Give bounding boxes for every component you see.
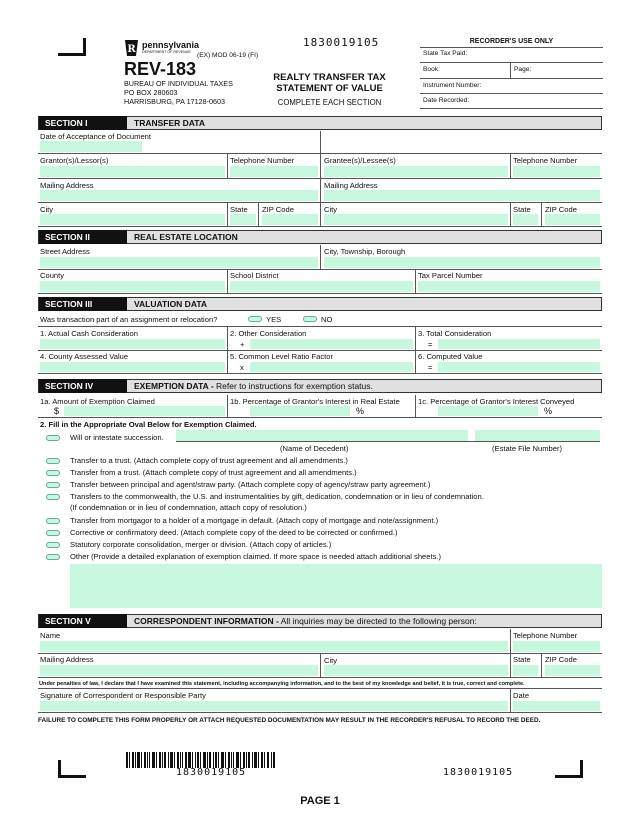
section-1-tag: SECTION I (39, 116, 127, 130)
state-tax-paid-label: State Tax Paid: (423, 50, 468, 57)
section-2-header (38, 230, 602, 244)
other-consideration-field[interactable] (250, 339, 413, 349)
svg-text:R: R (127, 44, 136, 55)
exemption-option-label: Transfer between principal and agent/straw party. (Attach complete copy of agency/straw party agreement.) (70, 480, 431, 489)
crop-mark-bottom-right (555, 775, 583, 778)
section-5-tag: SECTION V (39, 614, 127, 628)
county-field[interactable] (40, 281, 225, 292)
exemption-commonwealth-oval[interactable] (46, 494, 60, 500)
grantor-mailing-field[interactable] (40, 190, 318, 201)
pct-real-estate-field[interactable] (250, 406, 350, 416)
grantor-telephone-label: Telephone Number (230, 156, 295, 165)
section-1-header (38, 116, 602, 130)
crop-mark-top-left (83, 38, 86, 56)
section-5-title-note: All inquiries may be directed to the following person: (278, 616, 477, 626)
correspondent-name-label: Name (40, 631, 61, 640)
date-recorded-label: Date Recorded: (423, 97, 470, 104)
grantor-state-field[interactable] (230, 214, 256, 225)
exemption-option-label: Transfer from mortgagor to a holder of a mortgage in default. (Attach copy of mortgage and note/assignment.) (70, 516, 439, 525)
will-oval[interactable] (46, 435, 60, 441)
bureau-city: HARRISBURG, PA 17128-0603 (124, 97, 225, 106)
computed-value-label: 6. Computed Value (418, 352, 483, 361)
estate-file-caption: (Estate File Number) (492, 444, 563, 453)
grantor-mailing-label: Mailing Address (40, 181, 94, 190)
correspondent-mailing-field[interactable] (40, 665, 318, 676)
total-consideration-label: 3. Total Consideration (418, 329, 492, 338)
section-3-header (38, 297, 602, 311)
grantor-city-field[interactable] (40, 214, 225, 225)
form-title-line1: REALTY TRANSFER TAX (273, 72, 386, 83)
total-consideration-field[interactable] (438, 339, 600, 349)
exemption-trust-from-oval[interactable] (46, 470, 60, 476)
exemption-mortgage-default-oval[interactable] (46, 518, 60, 524)
grantee-telephone-label: Telephone Number (513, 156, 578, 165)
date-label: Date (513, 691, 530, 700)
section-2-tag: SECTION II (39, 230, 127, 244)
exemption-option-label: Other (Provide a detailed explanation of exemption claimed. If more space is needed attach additional sheets.) (70, 552, 442, 561)
dollar-sign: $ (54, 406, 60, 416)
section-4-title (134, 380, 373, 392)
recorders-use-box (420, 38, 603, 108)
exemption-commonwealth-note: (If condemnation or in lieu of condemnation, attach copy of resolution.) (70, 503, 307, 512)
decedent-name-field[interactable] (176, 430, 468, 441)
correspondent-city-field[interactable] (324, 665, 508, 676)
plus-sign: + (240, 340, 245, 349)
decedent-name-caption: (Name of Decedent) (280, 444, 349, 453)
form-title (262, 72, 397, 94)
grantor-field[interactable] (40, 166, 225, 177)
equals-sign-computed: = (428, 363, 433, 372)
exemption-other-oval[interactable] (46, 554, 60, 560)
other-consideration-label: 2. Other Consideration (230, 329, 307, 338)
grantor-label: Grantor(s)/Lessor(s) (40, 156, 109, 165)
barcode-icon (126, 752, 276, 768)
pct-conveyed-field[interactable] (438, 406, 538, 416)
date-acceptance-label: Date of Acceptance of Document (40, 132, 152, 141)
exemption-trust-to-oval[interactable] (46, 458, 60, 464)
tax-parcel-label: Tax Parcel Number (418, 271, 483, 280)
actual-cash-field[interactable] (40, 339, 225, 349)
exemption-option-label: Transfer from a trust. (Attach complete copy of trust agreement and all amendments.) (70, 468, 357, 477)
date-field[interactable] (513, 701, 600, 711)
percent-sign-b: % (544, 406, 553, 416)
equals-sign-total: = (428, 340, 433, 349)
section-1-title: TRANSFER DATA (134, 118, 205, 128)
correspondent-city-label: City (324, 656, 338, 665)
bureau-name: BUREAU OF INDIVIDUAL TAXES (124, 79, 233, 88)
school-district-field[interactable] (230, 281, 413, 292)
grantee-label: Grantee(s)/Lessee(s) (324, 156, 396, 165)
page-number: PAGE 1 (300, 795, 340, 807)
section-5-header (38, 614, 602, 628)
signature-label: Signature of Correspondent or Responsible Party (40, 691, 206, 700)
clr-factor-field[interactable] (250, 362, 413, 372)
grantor-zip-label: ZIP Code (262, 205, 294, 214)
section-5-title (134, 615, 477, 627)
grantee-mailing-field[interactable] (324, 190, 600, 201)
section-3-tag: SECTION III (39, 297, 127, 311)
crop-mark-bottom-left (58, 760, 61, 778)
estate-file-field[interactable] (475, 430, 600, 441)
section-4-title-note: Refer to instructions for exemption status. (213, 381, 373, 391)
bureau-po-box: PO BOX 280603 (124, 88, 178, 97)
grantee-zip-label: ZIP Code (545, 205, 577, 214)
failure-warning: FAILURE TO COMPLETE THIS FORM PROPERLY OR ATTACH REQUESTED DOCUMENTATION MAY RESULT IN THE RECORDER'S REFUSAL TO RECORD THE DEED. (38, 717, 541, 724)
exemption-corporate-merger-oval[interactable] (46, 542, 60, 548)
exemption-corrective-deed-oval[interactable] (46, 530, 60, 536)
section-4-tag: SECTION IV (39, 379, 127, 393)
exemption-option-label: Transfers to the commonwealth, the U.S. and instrumentalities by gift, dedication, condemnation or in lieu of condemnation. (70, 492, 484, 501)
grantor-zip-field[interactable] (262, 214, 318, 225)
times-sign: x (240, 363, 244, 372)
relocation-yes-oval[interactable] (248, 316, 262, 322)
crop-mark-bottom-right (580, 760, 583, 778)
barcode-number: 1830019105 (176, 767, 247, 778)
agency-logo-text: pennsylvania (142, 40, 200, 50)
page-label: Page: (514, 66, 532, 73)
grantee-state-label: State (513, 205, 531, 214)
mod-code: (EX) MOD 06-19 (FI) (197, 52, 259, 59)
county-assessed-label: 4. County Assessed Value (40, 352, 129, 361)
grantor-state-label: State (230, 205, 248, 214)
crop-mark-bottom-left (58, 775, 86, 778)
correspondent-telephone-field[interactable] (513, 641, 600, 652)
form-code: REV-183 (124, 59, 197, 79)
correspondent-name-field[interactable] (40, 641, 508, 652)
section-5-title-bold: CORRESPONDENT INFORMATION - (134, 616, 279, 626)
amount-claimed-label: 1a. Amount of Exemption Claimed (40, 397, 155, 406)
correspondent-zip-field[interactable] (545, 665, 600, 676)
county-assessed-field[interactable] (40, 362, 225, 372)
percent-sign-a: % (356, 406, 365, 416)
correspondent-zip-label: ZIP Code (545, 655, 577, 664)
correspondent-state-field[interactable] (513, 665, 538, 676)
relocation-no-oval[interactable] (303, 316, 317, 322)
penalty-statement: Under penalties of law, I declare that I have examined this statement, including accompanying information, and to the best of my knowledge and belief, it is true, correct and complete. (39, 681, 525, 687)
recorders-heading: RECORDER'S USE ONLY (469, 38, 554, 45)
crop-mark-top-left (58, 53, 86, 56)
correspondent-mailing-label: Mailing Address (40, 655, 94, 664)
section-4-title-bold: EXEMPTION DATA - (134, 381, 214, 391)
agency-logo-subtext: DEPARTMENT OF REVENUE (142, 50, 191, 54)
grantor-telephone-field[interactable] (230, 166, 318, 177)
signature-field[interactable] (40, 701, 508, 711)
grantee-telephone-field[interactable] (513, 166, 600, 177)
document-number-top: 1830019105 (303, 36, 380, 49)
actual-cash-label: 1. Actual Cash Consideration (40, 329, 138, 338)
grantee-state-field[interactable] (513, 214, 538, 225)
county-label: County (40, 271, 65, 280)
section-3-title: VALUATION DATA (134, 299, 208, 309)
grantee-mailing-label: Mailing Address (324, 181, 378, 190)
form-title-line2: STATEMENT OF VALUE (276, 83, 383, 94)
city-township-label: City, Township, Borough (324, 247, 406, 256)
exemption-straw-party-oval[interactable] (46, 482, 60, 488)
grantee-field[interactable] (324, 166, 508, 177)
fill-oval-heading: 2. Fill in the Appropriate Oval Below for Exemption Claimed. (40, 420, 257, 429)
exemption-option-label: Statutory corporate consolidation, merger or division. (Attach copy of articles.) (70, 540, 332, 549)
other-explanation-field[interactable] (70, 564, 602, 608)
will-label: Will or intestate succession. (70, 433, 164, 442)
school-district-label: School District (230, 271, 279, 280)
grantor-city-label: City (40, 205, 54, 214)
amount-claimed-field[interactable] (64, 406, 225, 416)
exemption-option-label: Corrective or confirmatory deed. (Attach complete copy of the deed to be corrected or confirmed.) (70, 528, 398, 537)
pct-real-estate-label: 1b. Percentage of Grantor's Interest in Real Estate (230, 397, 400, 406)
grantee-city-field[interactable] (324, 214, 508, 225)
computed-value-field[interactable] (438, 362, 600, 372)
relocation-question: Was transaction part of an assignment or relocation? (40, 315, 218, 324)
form-subtitle: COMPLETE EACH SECTION (277, 98, 382, 107)
section-2-title: REAL ESTATE LOCATION (134, 232, 238, 242)
city-township-field[interactable] (324, 257, 600, 268)
exemption-option-label: Transfer to a trust. (Attach complete copy of trust agreement and all amendments.) (70, 456, 348, 465)
document-number-bottom: 1830019105 (443, 767, 514, 778)
clr-factor-label: 5. Common Level Ratio Factor (230, 352, 333, 361)
instrument-number-label: Instrument Number: (423, 82, 482, 89)
relocation-no-label: NO (321, 315, 333, 324)
grantee-zip-field[interactable] (545, 214, 600, 225)
street-address-field[interactable] (40, 257, 318, 268)
keystone-logo-icon (124, 40, 139, 56)
pct-conveyed-label: 1c. Percentage of Grantor's Interest Conveyed (418, 397, 575, 406)
correspondent-telephone-label: Telephone Number (513, 631, 578, 640)
tax-parcel-field[interactable] (418, 281, 600, 292)
book-label: Book: (423, 66, 440, 73)
relocation-yes-label: YES (266, 315, 282, 324)
grantee-city-label: City (324, 205, 338, 214)
date-acceptance-field[interactable] (40, 141, 142, 152)
street-address-label: Street Address (40, 247, 90, 256)
section-4-header (38, 379, 602, 393)
correspondent-state-label: State (513, 655, 531, 664)
